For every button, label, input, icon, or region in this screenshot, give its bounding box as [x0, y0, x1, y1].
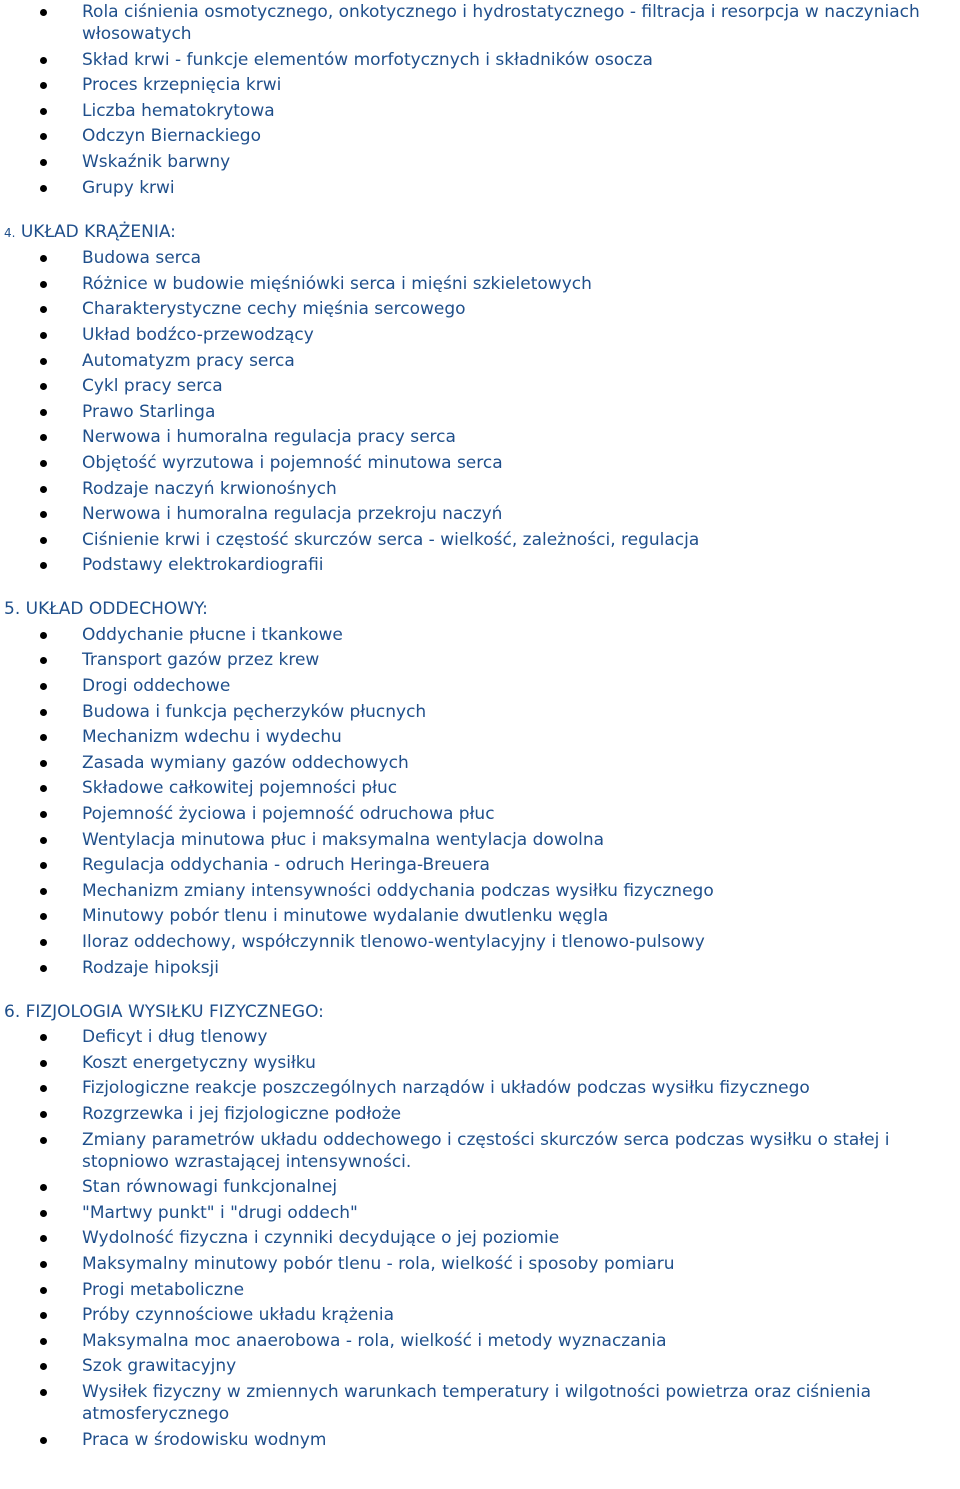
bullet-icon	[40, 888, 47, 895]
bullet-icon	[40, 1060, 47, 1067]
bullet-icon	[40, 632, 47, 639]
list-item	[0, 1176, 960, 1198]
section-title: UKŁAD KRĄŻENIA:	[20, 221, 176, 242]
bullet-icon	[40, 511, 47, 518]
bullet-icon	[40, 760, 47, 767]
list-item	[0, 177, 960, 199]
list-item	[0, 273, 960, 295]
item-text: Odczyn Biernackiego	[82, 126, 261, 147]
bullet-icon	[40, 709, 47, 716]
bullet-icon	[40, 1312, 47, 1319]
list-item	[0, 1253, 960, 1275]
list-item	[0, 401, 960, 423]
item-text: Praca w środowisku wodnym	[82, 1429, 327, 1450]
list-item	[0, 649, 960, 671]
list-item	[0, 1429, 960, 1451]
item-text: Różnice w budowie mięśniówki serca i mięśni szkieletowych	[82, 273, 592, 294]
bullet-icon	[40, 383, 47, 390]
item-text: Grupy krwi	[82, 177, 175, 198]
list-item	[0, 554, 960, 576]
item-text: Koszt energetyczny wysiłku	[82, 1052, 316, 1073]
item-text: Fizjologiczne reakcje poszczególnych narządów i układów podczas wysiłku fizycznego	[82, 1078, 810, 1099]
list-item	[0, 478, 960, 500]
item-text: Stan równowagi funkcjonalnej	[82, 1177, 338, 1198]
bullet-icon	[40, 409, 47, 416]
list-item	[0, 624, 960, 646]
item-text: Próby czynnościowe układu krążenia	[82, 1305, 394, 1326]
list-item	[0, 1227, 960, 1249]
item-text: Mechanizm zmiany intensywności oddychania podczas wysiłku fizycznego	[82, 880, 714, 901]
bullet-icon	[40, 255, 47, 262]
item-text: Rola ciśnienia osmotycznego, onkotycznego i hydrostatycznego - filtracja i resorpcja w naczyniach włosowatych	[82, 2, 920, 44]
item-text: Maksymalny minutowy pobór tlenu - rola, wielkość i sposoby pomiaru	[82, 1253, 675, 1274]
bullet-icon	[40, 657, 47, 664]
list-item	[0, 905, 960, 927]
bullet-icon	[40, 1137, 47, 1144]
list-item	[0, 957, 960, 979]
item-text: Wentylacja minutowa płuc i maksymalna wentylacja dowolna	[82, 829, 605, 850]
section-number: 4.	[4, 225, 16, 240]
bullet-icon	[40, 9, 47, 16]
section-heading	[0, 221, 960, 244]
item-text: Mechanizm wdechu i wydechu	[82, 727, 342, 748]
list-item	[0, 1103, 960, 1125]
bullet-icon	[40, 837, 47, 844]
item-text: Oddychanie płucne i tkankowe	[82, 624, 343, 645]
list-item	[0, 675, 960, 697]
bullet-icon	[40, 306, 47, 313]
section-blood-continued	[0, 0, 960, 199]
section-number: 6.	[4, 1001, 21, 1022]
bullet-icon	[40, 1389, 47, 1396]
bullet-icon	[40, 811, 47, 818]
bullet-icon	[40, 562, 47, 569]
list-item	[0, 298, 960, 320]
section-heading	[0, 1001, 960, 1023]
bullet-icon	[40, 1085, 47, 1092]
list-item	[0, 1304, 960, 1326]
bullet-icon	[40, 281, 47, 288]
list-item	[0, 701, 960, 723]
bullet-icon	[40, 1184, 47, 1191]
bullet-icon	[40, 332, 47, 339]
list-item	[0, 1077, 960, 1099]
list-item	[0, 1052, 960, 1074]
item-text: Szok grawitacyjny	[82, 1356, 237, 1377]
item-text: Automatyzm pracy serca	[82, 350, 295, 371]
list-item	[0, 1129, 960, 1173]
item-text: Transport gazów przez krew	[82, 650, 320, 671]
list-item	[0, 803, 960, 825]
list-item	[0, 1202, 960, 1224]
bullet-icon	[40, 1287, 47, 1294]
item-text: "Martwy punkt" i "drugi oddech"	[82, 1202, 358, 1223]
list-item	[0, 452, 960, 474]
list-item	[0, 854, 960, 876]
item-text: Deficyt i dług tlenowy	[82, 1027, 268, 1048]
bullet-icon	[40, 159, 47, 166]
list-item	[0, 1330, 960, 1352]
list-item	[0, 777, 960, 799]
item-text: Składowe całkowitej pojemności płuc	[82, 778, 398, 799]
bullet-icon	[40, 734, 47, 741]
item-text: Wydolność fizyczna i czynniki decydujące o jej poziomie	[82, 1228, 560, 1249]
list-item	[0, 375, 960, 397]
list-item	[0, 247, 960, 269]
item-text: Minutowy pobór tlenu i minutowe wydalanie dwutlenku węgla	[82, 906, 609, 927]
section-number: 5.	[4, 599, 21, 620]
list-item	[0, 1381, 960, 1425]
item-text: Ciśnienie krwi i częstość skurczów serca - wielkość, zależności, regulacja	[82, 529, 700, 550]
list-item	[0, 829, 960, 851]
item-text: Charakterystyczne cechy mięśnia sercowego	[82, 299, 466, 320]
bullet-icon	[40, 683, 47, 690]
item-text: Wskaźnik barwny	[82, 151, 231, 172]
item-text: Cykl pracy serca	[82, 376, 223, 397]
bullet-icon	[40, 785, 47, 792]
bullet-icon	[40, 1338, 47, 1345]
list-item	[0, 125, 960, 147]
item-text: Skład krwi - funkcje elementów morfotycznych i składników osocza	[82, 49, 653, 70]
bullet-icon	[40, 913, 47, 920]
list-item	[0, 503, 960, 525]
list-item	[0, 1026, 960, 1048]
list-item	[0, 324, 960, 346]
item-text: Prawo Starlinga	[82, 401, 216, 422]
bullet-icon	[40, 965, 47, 972]
bullet-icon	[40, 537, 47, 544]
item-text: Proces krzepnięcia krwi	[82, 75, 282, 96]
section-title: FIZJOLOGIA WYSIŁKU FIZYCZNEGO:	[25, 1001, 324, 1022]
bullet-icon	[40, 1363, 47, 1370]
item-list	[0, 1026, 960, 1450]
bullet-icon	[40, 1034, 47, 1041]
bullet-icon	[40, 862, 47, 869]
item-text: Budowa i funkcja pęcherzyków płucnych	[82, 701, 427, 722]
item-list	[0, 1, 960, 199]
section-heading	[0, 598, 960, 620]
bullet-icon	[40, 133, 47, 140]
bullet-icon	[40, 486, 47, 493]
bullet-icon	[40, 1261, 47, 1268]
bullet-icon	[40, 358, 47, 365]
item-text: Podstawy elektrokardiografii	[82, 555, 324, 576]
item-text: Pojemność życiowa i pojemność odruchowa płuc	[82, 804, 495, 825]
item-text: Nerwowa i humoralna regulacja przekroju naczyń	[82, 504, 503, 525]
item-text: Liczba hematokrytowa	[82, 100, 275, 121]
list-item	[0, 529, 960, 551]
bullet-icon	[40, 1111, 47, 1118]
section-exercise-physiology	[0, 1001, 960, 1451]
item-list	[0, 624, 960, 979]
item-list	[0, 247, 960, 576]
list-item	[0, 1279, 960, 1301]
section-respiratory	[0, 598, 960, 978]
bullet-icon	[40, 1437, 47, 1444]
item-text: Nerwowa i humoralna regulacja pracy serca	[82, 427, 456, 448]
item-text: Rozgrzewka i jej fizjologiczne podłoże	[82, 1103, 402, 1124]
bullet-icon	[40, 460, 47, 467]
item-text: Wysiłek fizyczny w zmiennych warunkach temperatury i wilgotności powietrza oraz ciśnienia atmosferycznego	[82, 1381, 872, 1424]
list-item	[0, 350, 960, 372]
item-text: Rodzaje naczyń krwionośnych	[82, 478, 337, 499]
item-text: Układ bodźco-przewodzący	[82, 324, 314, 345]
item-text: Iloraz oddechowy, współczynnik tlenowo-wentylacyjny i tlenowo-pulsowy	[82, 932, 705, 952]
item-text: Budowa serca	[82, 248, 202, 269]
bullet-icon	[40, 434, 47, 441]
item-text: Zasada wymiany gazów oddechowych	[82, 752, 409, 773]
bullet-icon	[40, 185, 47, 192]
bullet-icon	[40, 939, 47, 946]
item-text: Maksymalna moc anaerobowa - rola, wielkość i metody wyznaczania	[82, 1330, 667, 1351]
list-item	[0, 752, 960, 774]
item-text: Rodzaje hipoksji	[82, 957, 220, 978]
bullet-icon	[40, 57, 47, 64]
item-text: Drogi oddechowe	[82, 676, 231, 697]
item-text: Regulacja oddychania - odruch Heringa-Breuera	[82, 855, 490, 876]
item-text: Objętość wyrzutowa i pojemność minutowa serca	[82, 452, 503, 473]
item-text: Progi metaboliczne	[82, 1279, 245, 1300]
list-item	[0, 931, 960, 953]
section-circulatory	[0, 221, 960, 577]
list-item	[0, 880, 960, 902]
item-text: Zmiany parametrów układu oddechowego i częstości skurczów serca podczas wysiłku o stałej i stopniowo wzrastającej intensywności.	[82, 1129, 890, 1172]
list-item	[0, 74, 960, 96]
list-item	[0, 151, 960, 173]
section-title: UKŁAD ODDECHOWY:	[25, 599, 208, 620]
bullet-icon	[40, 82, 47, 89]
list-item	[0, 426, 960, 448]
list-item	[0, 1355, 960, 1377]
list-item	[0, 100, 960, 122]
bullet-icon	[40, 108, 47, 115]
list-item	[0, 726, 960, 748]
list-item	[0, 1, 960, 45]
bullet-icon	[40, 1210, 47, 1217]
list-item	[0, 49, 960, 71]
bullet-icon	[40, 1235, 47, 1242]
